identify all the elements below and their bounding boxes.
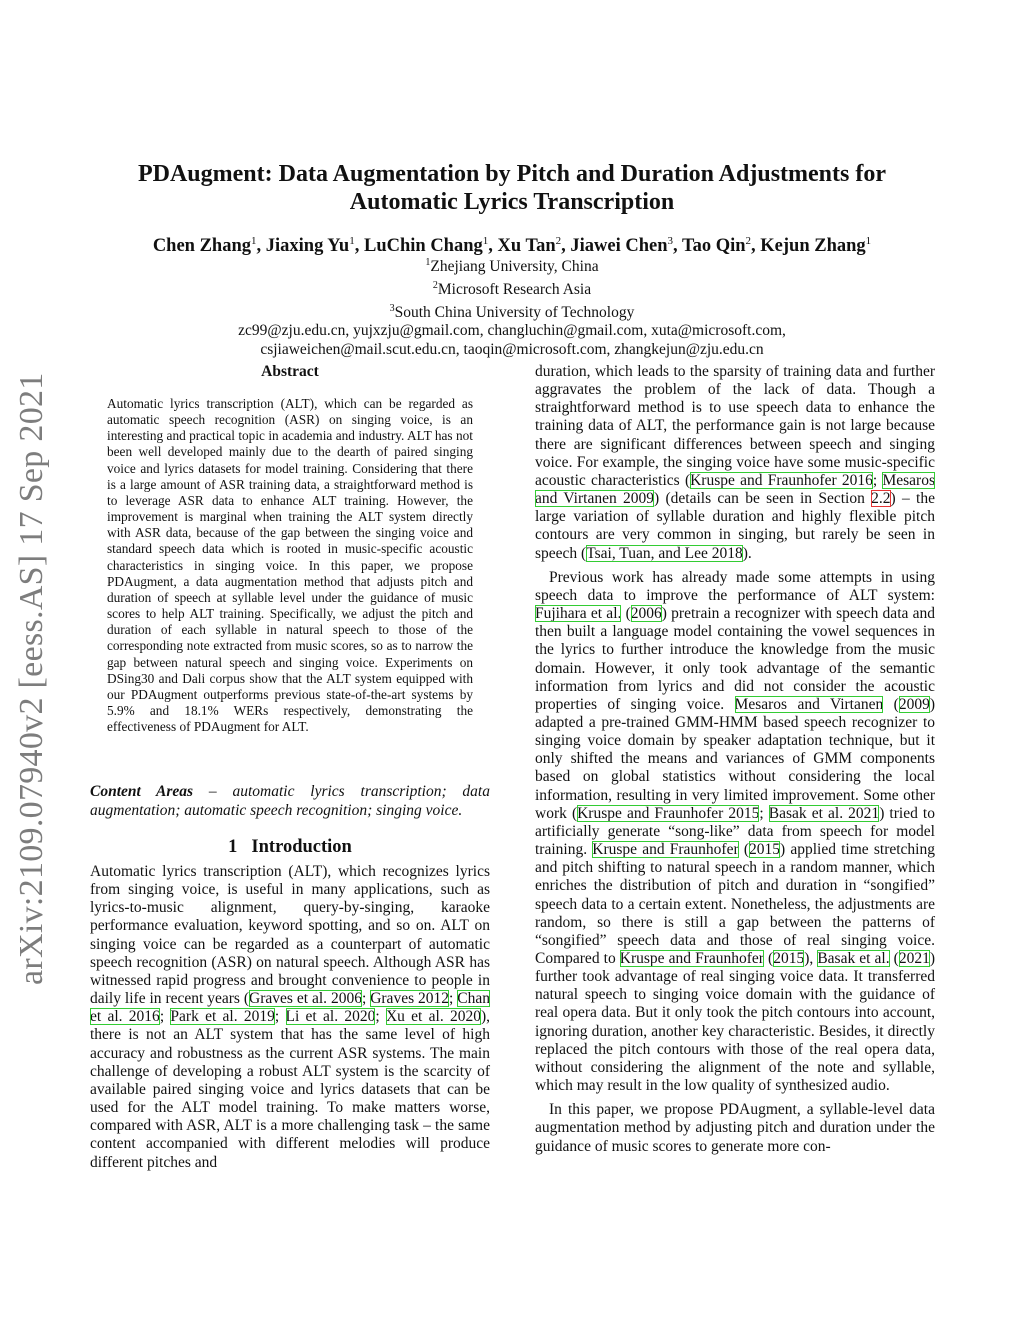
content-areas-label: Content Areas	[90, 783, 194, 800]
citation-link[interactable]: 2015	[748, 841, 780, 859]
arxiv-stamp: arXiv:2109.07940v2 [eess.AS] 17 Sep 2021	[13, 372, 50, 985]
citation-link[interactable]: Kruspe and Fraunhofer	[592, 841, 739, 859]
author: Kejun Zhang$^1$	[760, 235, 872, 257]
section-heading-introduction	[90, 837, 490, 858]
citation-link[interactable]: Kruspe and Fraunhofer	[619, 950, 764, 967]
email-line: zc99@zju.edu.cn, yujxzju@gmail.com, changluchin@gmail.com, xuta@microsoft.com,	[238, 322, 786, 340]
citation-link[interactable]: Park et al. 2019	[170, 1008, 275, 1026]
citation-link[interactable]: 2009	[898, 695, 930, 713]
body-paragraph: In this paper, we propose PDAugment, a syllable-level data augmentation method by adjusting pitch and duration under the guidance of music scores to generate more con-	[535, 1101, 935, 1155]
citation-link[interactable]: Xu et al. 2020	[385, 1008, 481, 1026]
citation-link[interactable]: 2015	[773, 950, 805, 967]
citation-link[interactable]: Chan et al. 2016	[90, 990, 490, 1026]
citation-link[interactable]: Basak et al. 2021	[768, 804, 880, 822]
affiliation: $^1$Zhejiang University, China	[425, 257, 599, 276]
email-line: csjiaweichen@mail.scut.edu.cn, taoqin@microsoft.com, zhangkejun@zju.edu.cn	[260, 340, 764, 358]
citation-link[interactable]: Mesaros and Virtanen	[734, 695, 884, 713]
citation-link[interactable]: Mesaros and Virtanen 2009	[535, 471, 936, 508]
citation-link[interactable]: 2006	[630, 605, 662, 623]
abstract-text: Automatic lyrics transcription (ALT), which can be regarded as automatic speech recognition (ASR) on singing voice, is an interesting and practical topic in academia and industry. ALT has not been well developed mainly due to the dearth of paired singing voice and lyrics datasets for model training. Considering that there is a large amount of ASR training data, a straightforward method is to leverage ASR data to enhance ALT training. However, the improvement is marginal when training the ALT system directly with ASR data, because of the gap between the singing voice and standard speech data which is rooted in music-specific acoustic characteristics in singing voice. In this paper, we propose PDAugment, a data augmentation method that adjusts pitch and duration of speech at syllable level under the guidance of music scores to help ALT training. Specifically, we adjust the pitch and duration of each syllable in natural speech to those of the corresponding note extracted from music scores, so as to narrow the gap between natural speech and singing voice. Experiments on DSing30 and Dali corpus show that the ALT system equipped with our PDAugment outperforms previous state-of-the-art systems by 5.9% and 18.1% WERs respectively, demonstrating the effectiveness of PDAugment for ALT.	[107, 396, 473, 735]
author: Chen Zhang$^1$	[152, 235, 257, 257]
section-number: 1	[228, 837, 238, 857]
affiliations	[150, 254, 874, 359]
citation-link[interactable]: Tsai, Tuan, and Lee 2018	[586, 544, 743, 562]
author: Tao Qin$^2$	[681, 235, 752, 257]
affiliation: $^2$Microsoft Research Asia	[432, 279, 592, 298]
section-ref-link[interactable]: 2.2	[871, 490, 891, 508]
intro-paragraph: Automatic lyrics transcription (ALT), which recognizes lyrics from singing voice, is useful in many applications, such as lyrics-to-music alignment, query-by-singing, karaoke performance evaluation, keyword spotting, and so on. ALT on singing voice can be regarded as a counterpart of automatic speech recognition (ASR) on natural speech. Although ASR has witnessed rapid progress and brought convenience to people in daily life in recent years (Graves et al. 2006; Graves 2012; Chan et al. 2016; Park et al. 2019; Li et al. 2020; Xu et al. 2020), there is not an ALT system that has the same level of high accuracy and robustness as the current ASR systems. The main challenge of developing a robust ALT system is the scarcity of available paired singing voice and lyrics datasets that can be used for the ALT model training. To make matters worse, compared with ASR, ALT is a more challenging task – the same content accompanied with different melodies will produce different pitches and	[90, 863, 491, 1171]
abstract-heading: Abstract	[261, 363, 319, 380]
paper-title: PDAugment: Data Augmentation by Pitch and Duration Adjustments for Automatic Lyrics Transcription	[137, 161, 887, 215]
body-paragraph: duration, which leads to the sparsity of training data and further aggravates the problem of the lack of data. Though a straightforward method is to use speech data to enhance the training data of ALT, the performance gain is not large because there are significant differences between speech and singing voice. For example, the singing voice have some music-specific acoustic characteristics (Kruspe and Fraunhofer 2016; Mesaros and Virtanen 2009) (details can be seen in Section 2.2) – the large variation of syllable duration and highly flexible pitch contours are very common in singing, but rarely be seen in speech (Tsai, Tuan, and Lee 2018).	[535, 363, 936, 562]
affiliation: $^3$South China University of Technology	[389, 302, 635, 321]
content-areas	[90, 782, 490, 820]
citation-link[interactable]: Graves 2012	[370, 990, 450, 1008]
section-title: Introduction	[251, 837, 352, 857]
citation-link[interactable]: Kruspe and Fraunhofer 2016	[690, 471, 873, 489]
citation-link[interactable]: Basak et al.	[817, 950, 890, 967]
author: LuChin Chang$^1$	[363, 235, 489, 257]
body-paragraph: Previous work has already made some attempts in using speech data to improve the performance of ALT system: Fujihara et al. (2006) pretrain a recognizer with speech data and then built a language model containing the vowel sequences in the lyrics to further introduce the knowledge from the music domain. However, it only took advantage of the semantic information from lyrics and did not consider the acoustic properties of singing voice. Mesaros and Virtanen (2009) adapted a pre-trained GMM-HMM based speech recognizer to singing voice domain by speaker adaptation technique, but it only shifted the means and variances of GMM components based on global statistics without considering the local information, resulting in very limited improvement. Some other work (Kruspe and Fraunhofer 2015; Basak et al. 2021) tried to artificially generate “song-like” data from speech for model training. Kruspe and Fraunhofer (2015) applied time stretching and pitch shifting to natural speech in a random manner, which enriches the distribution of pitch and duration in “songified” speech data to a certain extent. Nonetheless, the adjustments are random, so there is still a gap between the patterns of “songified” speech data and those of real singing voice. Compared to Kruspe and Fraunhofer (2015), Basak et al. (2021) further took advantage of real singing voice data. It transferred natural speech to singing voice domain with the guidance of real opera data. But it only took the pitch contours into account, ignoring duration, another key characteristic. Besides, it directly replaced the pitch contours with those of the real opera data, without considering the alignment of the note and syllable, which may result in the low quality of synthesized audio.	[535, 568, 936, 1095]
author: Jiaxing Yu$^1$	[265, 235, 355, 257]
citation-link[interactable]: Kruspe and Fraunhofer 2015	[577, 804, 760, 822]
citation-link[interactable]: Fujihara et al.	[535, 605, 622, 623]
citation-link[interactable]: 2021	[898, 950, 930, 967]
author-list: Chen Zhang$^1$, Jiaxing Yu$^1$, LuChin Chang$^1$, Xu Tan$^2$, Jiawei Chen$^3$, Tao Qin$^2$, Kejun Zhang$^1$	[152, 235, 872, 257]
author: Xu Tan$^2$	[497, 235, 562, 257]
citation-link[interactable]: Li et al. 2020	[285, 1008, 376, 1026]
right-column	[535, 363, 935, 1156]
citation-link[interactable]: Graves et al. 2006	[249, 990, 362, 1008]
content-areas-text: – automatic lyrics transcription; data augmentation; automatic speech recognition; singing voice.	[90, 783, 490, 819]
author: Jiawei Chen$^3$	[570, 235, 674, 257]
